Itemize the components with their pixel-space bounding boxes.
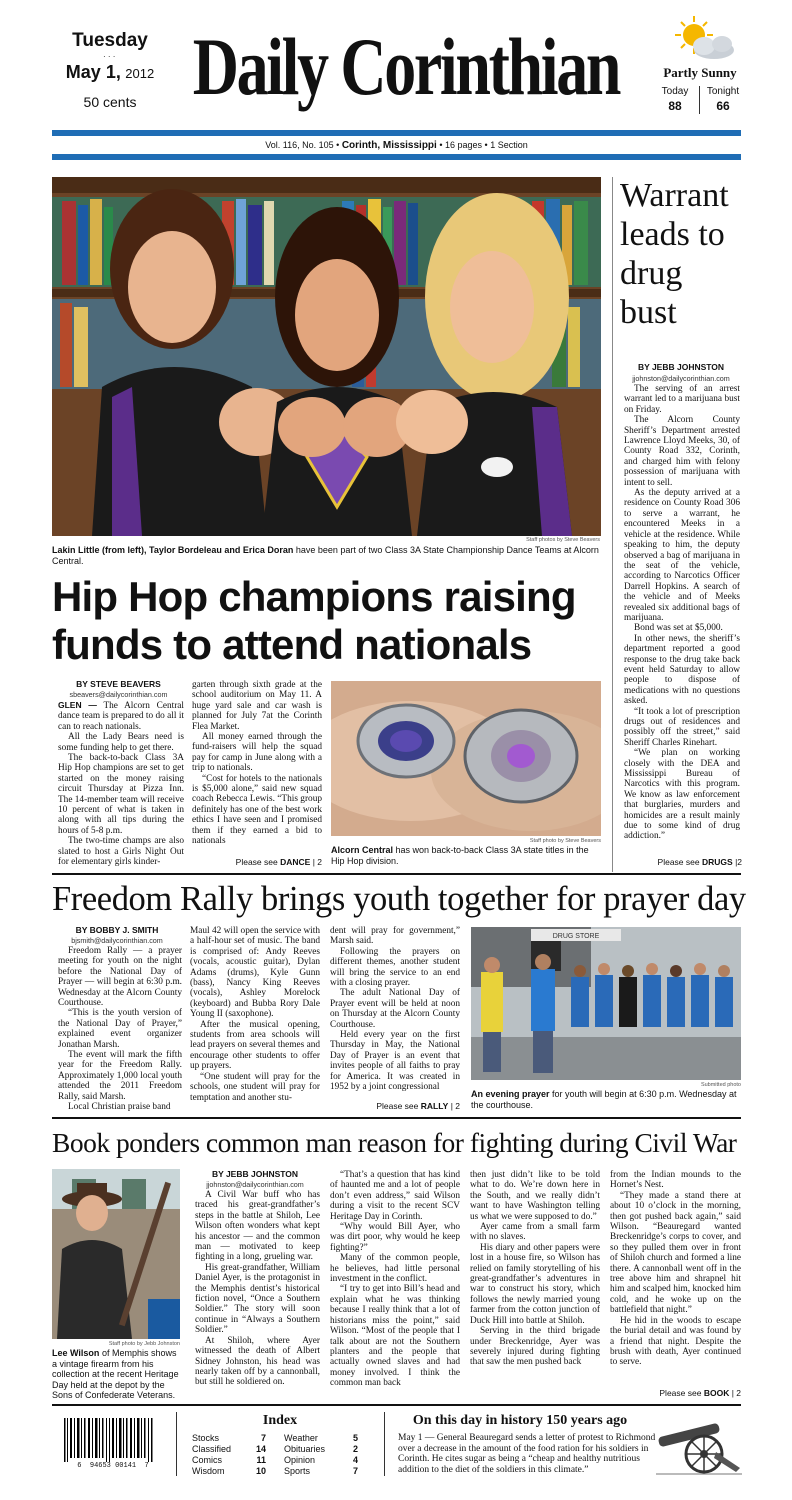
book-jump-target: BOOK bbox=[703, 1388, 730, 1398]
section-count: 1 Section bbox=[490, 140, 528, 150]
civilwar-paragraph: A Civil War buff who has traced his great-grandfather’s steps in the battle at Shiloh, Lee Wilson often wonders what kept his ancestor — and the common man — motivated to keep fighting in a long, grueling war. bbox=[195, 1190, 320, 1263]
top-photo-caption bbox=[52, 545, 601, 566]
index-page: 14 bbox=[255, 1444, 266, 1454]
hiphop-byline: BY STEVE BEAVERS bbox=[76, 679, 161, 689]
civilwar-paragraph: At Shiloh, where Ayer witnessed the death of Albert Sidney Johnston, his head was nearly taken off by a cannonball, but still he soldiered on. bbox=[195, 1335, 320, 1388]
civilwar-paragraph: Many of the common people, he believes, had little personal investment in the conflict. bbox=[330, 1253, 460, 1285]
civilwar-paragraph: Ayer came from a small farm with no slaves. bbox=[470, 1222, 600, 1243]
rally-column-2 bbox=[190, 926, 320, 1111]
warrant-paragraph: The serving of an arrest warrant led to a marijuana bust on Friday. bbox=[624, 384, 740, 415]
index-label: Opinion bbox=[284, 1455, 316, 1465]
partly-sunny-icon bbox=[656, 14, 740, 64]
ring-caption-bold: Alcorn Central bbox=[331, 845, 394, 855]
lee-wilson-caption-text: of Memphis shows a vintage firearm from his collection at the recent Heritage Day held at the depot by the Sons of Confederate Veterans. bbox=[52, 1348, 179, 1400]
hiphop-paragraph: The two-time champs are also slated to host a Girls Night Out for elementary girls kinder- bbox=[58, 836, 184, 868]
index-row[interactable] bbox=[284, 1433, 358, 1444]
civilwar-byline: BY JEBB JOHNSTON bbox=[211, 1169, 299, 1179]
rally-paragraph: “One student will pray for the schools, one student will pray for temptation and another stu- bbox=[190, 1071, 320, 1103]
rally-jump-line[interactable] bbox=[330, 1101, 460, 1111]
rally-paragraph: Freedom Rally — a prayer meeting for youth on the night before the National Day of Prayer — will begin at 6:30 p.m. Wednesday at the Alcorn County Courthouse. bbox=[58, 946, 182, 1009]
civilwar-email: jjohnston@dailycorinthian.com bbox=[206, 1180, 304, 1189]
civilwar-paragraph: “They made a stand there at about 10 o’clock in the morning, then got pushed back again,” said Wilson. “Beauregard wanted Breckenridge’s corps to cover, and so they pulled them over in front of Shiloh church and formed a line there. A cannonball went off in the tree above him and shrapnel hit him and scalped him, knocked him cold, and he woke up on the battlefield that night.” bbox=[610, 1190, 741, 1316]
volume-number: Vol. 116, No. 105 bbox=[265, 140, 334, 150]
cannon-icon bbox=[656, 1412, 742, 1478]
index-right bbox=[284, 1433, 358, 1477]
warrant-paragraph: Bond was set at $5,000. bbox=[634, 623, 723, 634]
index-page: 2 bbox=[352, 1444, 358, 1454]
drugs-jump-line[interactable] bbox=[620, 857, 742, 867]
warrant-paragraph: As the deputy arrived at a residence on County Road 306 to serve a warrant, he encountered Meeks in a vehicle at the residence. While speaking to him, the deputy observed a bag of marijuana in the seat of the vehicle, according to Narcotics Officer Darrell Hopkins. A search of the vehicle and of Meeks revealed six additional bags of marijuana. bbox=[624, 488, 740, 623]
championship-rings-art bbox=[331, 681, 601, 836]
lee-wilson-art bbox=[52, 1169, 180, 1339]
rally-paragraph: Maul 42 will open the service with a half-hour set of music. The band is comprised of: Andy Reeves (vocals, acoustic guitar), Dylan Adams (drums), Kyle Gunn (bass), Nancy King Reeves (vocals), Ashley Morelock (keyboard) and Bubba Rory Dale Young II (saxophone). bbox=[190, 926, 320, 1020]
rally-byline: BY BOBBY J. SMITH bbox=[75, 925, 159, 935]
masthead-date-prefix: May 1, bbox=[65, 62, 121, 82]
championship-rings-photo bbox=[331, 681, 601, 836]
masthead-info: Vol. 116, No. 105 • Corinth, Mississippi • 16 pages • 1 Section bbox=[265, 140, 528, 151]
history-title: On this day in history 150 years ago bbox=[412, 1413, 628, 1428]
ring-photo-caption bbox=[331, 845, 601, 866]
ring-photo-credit: Staff photo by Steve Beavers bbox=[529, 838, 601, 844]
warrant-paragraph: The Alcorn County Sheriff’s Department arrested Lawrence Lloyd Meeks, 30, of County Road 332, Corinth, and charged him with felony possession of marijuana with intent to sell. bbox=[624, 415, 740, 488]
dance-jump-line[interactable] bbox=[192, 857, 322, 867]
civilwar-paragraph: “Why would Bill Ayer, who was dirt poor, why would he keep fighting?” bbox=[330, 1222, 460, 1253]
top-photo-caption-text: have been part of two Class 3A State Championship Dance Teams at Alcorn Central. bbox=[52, 545, 599, 566]
index-label: Stocks bbox=[192, 1433, 220, 1443]
today-label: Today bbox=[661, 86, 689, 97]
section-rule-2 bbox=[52, 1117, 741, 1119]
drug-store-sign: DRUG STORE bbox=[552, 933, 600, 940]
civilwar-paragraph: from the Indian mounds to the Hornet’s Nest. bbox=[610, 1170, 741, 1191]
hiphop-column-2 bbox=[192, 680, 322, 870]
ring-caption-text: has won back-to-back Class 3A state titles in the Hip Hop division. bbox=[331, 845, 589, 866]
hiphop-paragraph-text: The Alcorn Central dance team is prepared to do all it can to reach nationals. bbox=[58, 701, 184, 732]
footer-rule-2 bbox=[384, 1412, 385, 1476]
warrant-email: jjohnston@dailycorinthian.com bbox=[632, 374, 730, 383]
index-page: 5 bbox=[352, 1433, 358, 1443]
rally-paragraph: The adult National Day of Prayer event will be held at noon on Thursday at the Alcorn County Courthouse. bbox=[330, 988, 460, 1030]
dance-jump-target: DANCE bbox=[280, 857, 311, 867]
index-title: Index bbox=[262, 1413, 298, 1428]
top-photo-credit: Staff photos by Steve Beavers bbox=[526, 537, 600, 543]
warrant-paragraph: “It took a lot of prescription drugs out of residences and possibly off the street,” said Sheriff Charles Rinehart. bbox=[624, 706, 740, 748]
index-row[interactable] bbox=[284, 1444, 358, 1455]
index-row[interactable] bbox=[192, 1466, 266, 1477]
masthead-date bbox=[55, 62, 165, 83]
drugs-jump-page: |2 bbox=[735, 857, 742, 867]
section-rule-1 bbox=[52, 873, 741, 875]
masthead-bar-top bbox=[52, 130, 741, 136]
hiphop-column-1 bbox=[58, 700, 184, 868]
location: Corinth, Mississippi bbox=[341, 140, 437, 151]
warrant-paragraph: In other news, the sheriff’s department reported a good response to the drug take back event held Saturday to allow people to dispose of medications with no questions asked. bbox=[624, 633, 740, 707]
index-page: 4 bbox=[352, 1455, 358, 1465]
masthead-title: Daily Corinthian bbox=[192, 21, 620, 112]
civilwar-column-1 bbox=[195, 1190, 320, 1400]
index-label: Classified bbox=[192, 1444, 232, 1454]
rally-email: bjsmith@dailycorinthian.com bbox=[71, 936, 163, 945]
index-page: 11 bbox=[256, 1455, 266, 1465]
rally-paragraph: After the musical opening, students from area schools will lead prayers on several themes and encourage other students to offer up prayers. bbox=[190, 1019, 320, 1072]
civilwar-paragraph: then just didn’t like to be told what to do. We’re down here in the South, and we really didn’t want to have Washington telling us what we were supposed to do.” bbox=[470, 1170, 600, 1222]
warrant-column-rule bbox=[612, 177, 613, 872]
dance-jump-page: | 2 bbox=[312, 857, 322, 867]
index-label: Comics bbox=[192, 1455, 223, 1465]
masthead-bar-bottom bbox=[52, 154, 741, 160]
book-jump-line[interactable] bbox=[610, 1388, 741, 1398]
rally-caption-text: for youth will begin at 6:30 p.m. Wednesday at the courthouse. bbox=[471, 1089, 737, 1110]
masthead-year: 2012 bbox=[125, 66, 155, 81]
civilwar-paragraph: Serving in the third brigade under Breckenridge, Ayer was severely injured during fighting that saw the men pushed back bbox=[470, 1326, 600, 1368]
rally-jump-label: Please see bbox=[376, 1101, 419, 1111]
book-jump-label: Please see bbox=[659, 1388, 702, 1398]
civilwar-paragraph: His diary and other papers were lost in a house fire, so Wilson has relied on family storytelling of his great-grandfather’s adventures in war to construct his story, which follows the newly married young farmer from the cotton junction of Duck Hill into battle at Shiloh. bbox=[470, 1242, 600, 1326]
index-page: 7 bbox=[260, 1433, 266, 1443]
hiphop-paragraph bbox=[58, 700, 184, 732]
lee-wilson-caption-bold: Lee Wilson bbox=[52, 1348, 100, 1358]
today-temp: 88 bbox=[668, 99, 682, 113]
rally-paragraph: dent will pray for government,” Marsh said. bbox=[330, 926, 460, 947]
dance-jump-label: Please see bbox=[235, 857, 278, 867]
masthead-price: 50 cents bbox=[83, 94, 137, 110]
rally-paragraph: Following the prayers on different themes, another student will bring the service to an end with a closing prayer. bbox=[330, 946, 460, 989]
lee-wilson-photo bbox=[52, 1169, 180, 1339]
rally-jump-page: | 2 bbox=[450, 1101, 460, 1111]
rally-photo-caption bbox=[471, 1089, 741, 1110]
warrant-headline: Warrant leads to drug bust bbox=[620, 177, 729, 331]
barcode-digits: 6 94653 00141 7 bbox=[77, 1462, 149, 1470]
warrant-body bbox=[624, 384, 740, 850]
page-count: 16 pages bbox=[444, 140, 483, 150]
lee-wilson-caption bbox=[52, 1348, 180, 1401]
hiphop-paragraph: “Cost for hotels to the nationals is $5,000 alone,” said new squad coach Rebecca Lewis. “This group definitely has one of the best work ethics I have seen and I promised them if they earned a bid to nationals bbox=[192, 773, 322, 847]
footer-rule-1 bbox=[176, 1412, 177, 1476]
index-row[interactable] bbox=[192, 1444, 266, 1455]
dance-team-photo bbox=[52, 177, 601, 536]
index-row[interactable] bbox=[192, 1455, 266, 1466]
rally-paragraph: The event will mark the fifth year for the Freedom Rally. Approximately 1,000 local youth attended the 2011 Freedom Rally, said Marsh. bbox=[58, 1050, 182, 1102]
drugs-jump-target: DRUGS bbox=[701, 857, 733, 867]
index-left bbox=[192, 1433, 266, 1477]
civilwar-column-2 bbox=[330, 1170, 460, 1400]
index-row[interactable] bbox=[192, 1433, 266, 1444]
civilwar-paragraph: His great-grandfather, William Daniel Ayer, is the protagonist in the Memphis dentist’s historical fiction novel, “Once a Southern Soldier.” The story will soon continue in “Always a Southern Soldier.” bbox=[195, 1262, 320, 1336]
tonight-temp: 66 bbox=[716, 99, 730, 113]
masthead-day: Tuesday bbox=[72, 30, 148, 51]
tonight-label: Tonight bbox=[706, 86, 740, 97]
index-page: 10 bbox=[255, 1466, 266, 1476]
ring-right bbox=[465, 710, 577, 802]
rally-headline: Freedom Rally brings youth together for prayer day bbox=[52, 880, 746, 918]
civilwar-column-3 bbox=[470, 1170, 600, 1400]
drugs-jump-label: Please see bbox=[657, 857, 700, 867]
civilwar-column-4 bbox=[610, 1170, 741, 1382]
hiphop-paragraph: All money earned through the fund-raisers will help the squad pay for camp in June along with a trip to nationals. bbox=[192, 732, 322, 774]
rally-jump-target: RALLY bbox=[420, 1101, 449, 1111]
rally-photo bbox=[471, 927, 741, 1080]
index-label: Weather bbox=[284, 1433, 318, 1443]
weather-condition: Partly Sunny bbox=[663, 65, 737, 80]
dance-team-photo-art bbox=[52, 177, 601, 536]
ring-left bbox=[358, 705, 454, 777]
index-label: Wisdom bbox=[192, 1466, 225, 1476]
civilwar-headline: Book ponders common man reason for fighting during Civil War bbox=[52, 1127, 737, 1158]
hiphop-paragraph: All the Lady Bears need is some funding help to get there. bbox=[58, 732, 184, 753]
hiphop-dateline: GLEN — bbox=[58, 700, 97, 710]
civilwar-paragraph: “That’s a question that has kind of haunted me and a lot of people don’t even address,” said Wilson during a visit to the recent SCV Heritage Day in Corinth. bbox=[330, 1170, 460, 1222]
warrant-byline: BY JEBB JOHNSTON bbox=[637, 362, 725, 372]
civilwar-paragraph: He hid in the woods to escape the burial detail and was found by a friend that night. Despite the brush with death, Ayer continued to serve. bbox=[610, 1315, 741, 1368]
rally-paragraph: Held every year on the first Thursday in May, the National Day of Prayer is an event that invites people of all faiths to pray for America. It was created in 1952 by a joint congressional bbox=[330, 1030, 460, 1093]
book-jump-page: | 2 bbox=[731, 1388, 741, 1398]
warrant-paragraph: “We plan on working closely with the DEA and Mississippi Bureau of Narcotics with this program. We know as law enforcement that burglaries, murders and homicides are a result mainly due to some kind of drug addiction.” bbox=[624, 748, 740, 842]
masthead-dots: · · · bbox=[103, 52, 116, 61]
civilwar-paragraph: “I try to get into Bill’s head and explain what he was thinking because I really think that a lot of historians miss the point,” said Wilson. “Most of the people that I talk about are not the Southern planters and the people that actually owned slaves and had money involved. I think the common man back bbox=[330, 1284, 460, 1389]
lee-wilson-photo-credit: Staff photo by Jebb Johnston bbox=[108, 1341, 180, 1347]
section-rule-3 bbox=[52, 1404, 741, 1406]
rally-caption-bold: An evening prayer bbox=[471, 1089, 550, 1099]
index-label: Sports bbox=[284, 1466, 311, 1476]
rally-column-3 bbox=[330, 926, 460, 1101]
index-label: Obituaries bbox=[284, 1444, 326, 1454]
hiphop-headline: Hip Hop champions raising funds to attend nationals bbox=[52, 573, 576, 668]
rally-photo-art bbox=[471, 927, 741, 1080]
hiphop-email: sbeavers@dailycorinthian.com bbox=[69, 690, 168, 699]
top-photo-caption-names: Lakin Little (from left), Taylor Bordeleau and Erica Doran bbox=[52, 545, 294, 555]
rally-paragraph: “This is the youth version of the National Day of Prayer,” explained event organizer Jonathan Marsh. bbox=[58, 1008, 182, 1050]
rally-column-1 bbox=[58, 946, 182, 1111]
hiphop-paragraph: garten through sixth grade at the school auditorium on May 11. A huge yard sale and car wash is planned for July 7at the Corinth Flea Market. bbox=[192, 680, 322, 732]
index-page: 7 bbox=[352, 1466, 358, 1476]
rally-paragraph: Local Christian praise band bbox=[68, 1102, 171, 1111]
hiphop-paragraph: The back-to-back Class 3A Hip Hop champions are set to get started on the money raising circuit Thursday at Pizza Inn. The 14-member team will receive 10 percent of what is taken in along with all tips during the hours of 5-8 p.m. bbox=[58, 753, 184, 836]
history-text: May 1 — General Beauregard sends a letter of protest to Richmond over a decrease in the amount of the food ration for his soldiers in Corinth. He cites sugar as being a “cheap and healthy nutritious addition to the diet of the soldiers in this climate.” bbox=[398, 1433, 656, 1475]
index-row[interactable] bbox=[284, 1466, 358, 1477]
rally-photo-credit: Submitted photo bbox=[700, 1082, 741, 1088]
index-row[interactable] bbox=[284, 1455, 358, 1466]
